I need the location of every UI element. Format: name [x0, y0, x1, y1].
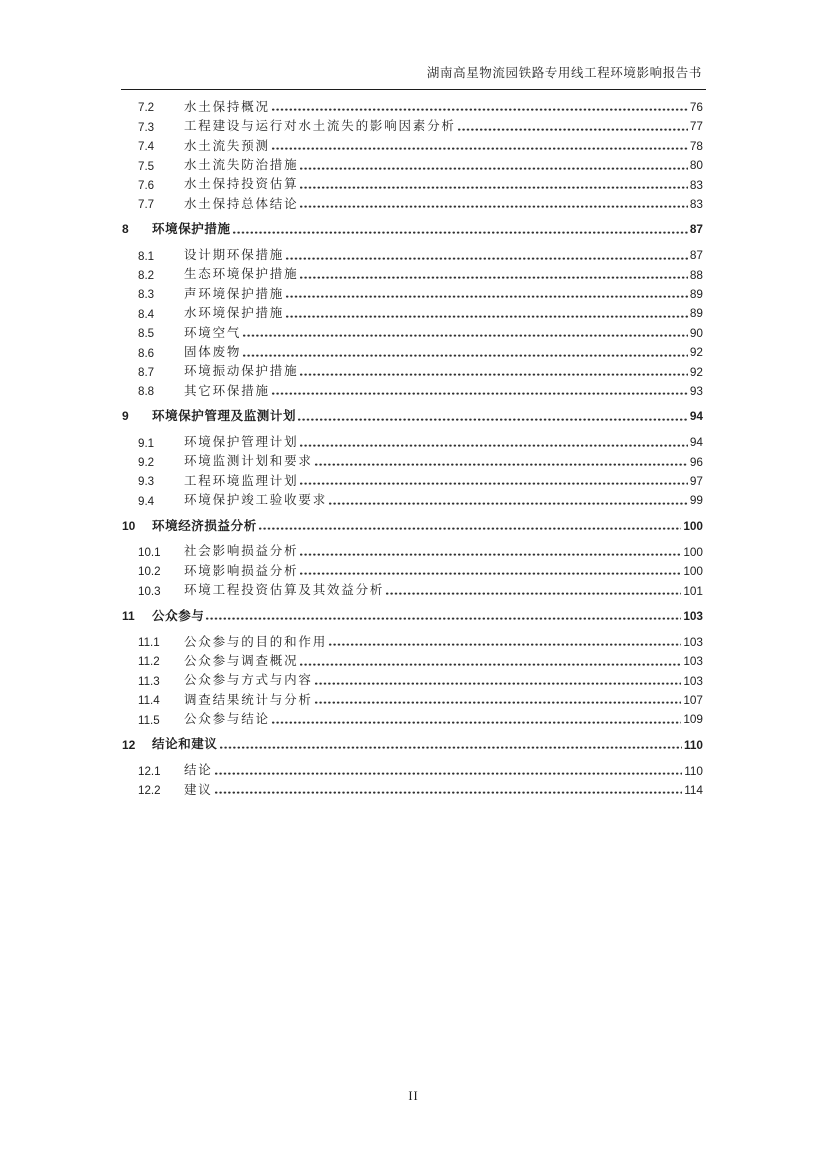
- toc-dot-leader: [328, 643, 681, 647]
- toc-dot-leader: [271, 108, 688, 112]
- toc-entry-number: 8.3: [138, 288, 155, 302]
- toc-entry[interactable]: [121, 218, 706, 237]
- toc-entry-number: 11.5: [138, 713, 160, 727]
- toc-entry[interactable]: [121, 154, 706, 173]
- toc-entry-page: 89: [689, 306, 703, 321]
- toc-dot-leader: [258, 527, 682, 531]
- toc-entry-number: 11.3: [138, 674, 160, 688]
- toc-entry-title: 社会影响损益分析: [184, 544, 299, 559]
- toc-entry-number: 10.3: [138, 584, 161, 598]
- toc-dot-leader: [242, 354, 688, 358]
- toc-dot-leader: [285, 257, 688, 261]
- toc-entry[interactable]: [121, 361, 706, 380]
- toc-entry-number: 11.4: [138, 694, 160, 708]
- toc-entry[interactable]: [121, 431, 706, 450]
- toc-entry-page: 109: [683, 712, 703, 727]
- toc-entry[interactable]: [121, 380, 706, 399]
- toc-dot-leader: [314, 463, 688, 467]
- toc-entry-page: 97: [689, 474, 703, 489]
- toc-dot-leader: [299, 276, 687, 280]
- toc-list: [121, 96, 706, 798]
- toc-dot-leader: [285, 315, 688, 319]
- toc-entry[interactable]: [121, 605, 706, 624]
- toc-entry-page: 93: [689, 384, 703, 399]
- toc-entry-title: 环境监测计划和要求: [184, 454, 313, 469]
- toc-entry-title: 设计期环保措施: [184, 248, 285, 262]
- header-rule: [121, 89, 706, 90]
- toc-dot-leader: [299, 663, 681, 667]
- toc-entry-number: 8.8: [138, 385, 155, 399]
- toc-entry-page: 96: [689, 454, 703, 469]
- toc-dot-leader: [299, 167, 687, 171]
- toc-dot-leader: [314, 682, 682, 686]
- toc-entry-title: 生态环境保护措施: [184, 267, 299, 282]
- toc-entry-title: 其它环保措施: [184, 383, 270, 398]
- toc-entry[interactable]: [121, 670, 706, 689]
- toc-entry-page: 99: [689, 493, 703, 508]
- toc-entry-page: 78: [689, 138, 703, 153]
- toc-entry-title: 水土流失防治措施: [184, 157, 299, 172]
- toc-entry[interactable]: [121, 631, 706, 650]
- toc-entry-number: 9.1: [138, 436, 155, 450]
- toc-entry[interactable]: [121, 135, 706, 154]
- toc-entry-page: 90: [689, 325, 703, 340]
- toc-entry[interactable]: [121, 115, 706, 134]
- toc-entry-title: 工程环境监理计划: [184, 473, 299, 488]
- toc-entry[interactable]: [121, 470, 706, 489]
- toc-entry-page: 100: [683, 518, 703, 533]
- toc-dot-leader: [271, 721, 682, 725]
- toc-entry-page: 103: [683, 634, 703, 649]
- toc-entry-number: 11: [122, 608, 135, 623]
- toc-entry-title: 公众参与调查概况: [184, 653, 299, 668]
- toc-dot-leader: [299, 444, 687, 448]
- toc-entry[interactable]: [121, 760, 706, 779]
- toc-entry[interactable]: [121, 322, 706, 341]
- toc-entry-page: 83: [689, 177, 703, 192]
- toc-entry[interactable]: [121, 264, 706, 283]
- toc-dot-leader: [205, 617, 681, 621]
- toc-entry-page: 92: [689, 345, 703, 360]
- toc-entry-title: 结论: [184, 763, 213, 778]
- toc-entry[interactable]: [121, 515, 706, 534]
- toc-entry-page: 80: [689, 158, 703, 173]
- toc-entry-page: 76: [689, 100, 703, 115]
- toc-dot-leader: [242, 334, 688, 338]
- toc-dot-leader: [285, 295, 688, 299]
- toc-entry-title: 水环境保护措施: [184, 306, 285, 321]
- toc-dot-leader: [297, 418, 688, 422]
- toc-entry-number: 7.7: [138, 198, 155, 212]
- toc-entry-title: 环境保护竣工验收要求: [184, 493, 328, 508]
- toc-entry-number: 7.6: [138, 178, 155, 192]
- toc-entry[interactable]: [121, 541, 706, 560]
- toc-entry-title: 水土保持投资估算: [184, 177, 299, 192]
- toc-entry-number: 8.2: [138, 268, 155, 282]
- page-number: II: [408, 1089, 419, 1103]
- toc-entry-title: 环境振动保护措施: [184, 364, 299, 379]
- toc-entry[interactable]: [121, 193, 706, 212]
- toc-entry-title: 工程建设与运行对水土流失的影响因素分析: [184, 119, 456, 134]
- toc-entry[interactable]: [121, 302, 706, 321]
- toc-entry-page: 87: [689, 222, 703, 237]
- toc-entry-page: 88: [689, 267, 703, 282]
- toc-entry-page: 103: [683, 654, 703, 669]
- toc-entry[interactable]: [121, 405, 706, 424]
- toc-dot-leader: [214, 791, 683, 795]
- toc-entry-page: 94: [689, 435, 703, 450]
- toc-entry-page: 101: [683, 583, 703, 598]
- toc-dot-leader: [232, 231, 688, 235]
- toc-entry-number: 7.2: [138, 101, 155, 115]
- toc-entry-number: 7.4: [138, 140, 155, 154]
- toc-entry-title: 环境保护管理计划: [184, 435, 299, 450]
- toc-entry-title: 建议: [184, 782, 213, 797]
- toc-entry-title: 水土保持概况: [184, 99, 270, 114]
- toc-entry[interactable]: [121, 560, 706, 579]
- toc-entry-number: 7.5: [138, 159, 155, 173]
- toc-entry-number: 8.5: [138, 327, 155, 341]
- toc-dot-leader: [328, 502, 688, 506]
- toc-entry-number: 10: [122, 518, 136, 533]
- toc-entry-number: 9: [122, 409, 129, 424]
- toc-entry-page: 100: [683, 564, 703, 579]
- toc-entry[interactable]: [121, 734, 706, 753]
- toc-entry-title: 公众参与方式与内容: [184, 673, 313, 688]
- toc-entry-number: 9.2: [138, 455, 155, 469]
- toc-entry-title: 声环境保护措施: [184, 286, 285, 301]
- toc-dot-leader: [299, 482, 687, 486]
- toc-entry-page: 77: [689, 119, 703, 134]
- toc-entry-number: 10.1: [138, 546, 161, 560]
- toc-entry-page: 110: [684, 763, 703, 778]
- toc-dot-leader: [299, 572, 681, 576]
- toc-entry[interactable]: [121, 174, 706, 193]
- toc-dot-leader: [385, 592, 681, 596]
- toc-entry[interactable]: [121, 708, 706, 727]
- toc-dot-leader: [457, 128, 688, 132]
- toc-dot-leader: [271, 392, 688, 396]
- toc-entry-number: 7.3: [138, 120, 155, 134]
- toc-entry-page: 94: [689, 409, 703, 424]
- toc-dot-leader: [271, 147, 688, 151]
- toc-entry-title: 水土流失预测: [184, 138, 270, 153]
- page-header-title: 湖南高星物流园铁路专用线工程环境影响报告书: [426, 66, 702, 80]
- toc-entry-page: 92: [689, 364, 703, 379]
- toc-entry[interactable]: [121, 244, 706, 263]
- toc-entry[interactable]: [121, 96, 706, 115]
- toc-entry-page: 114: [684, 783, 703, 798]
- toc-entry[interactable]: [121, 650, 706, 669]
- toc-entry-page: 100: [683, 544, 703, 559]
- toc-entry-title: 结论和建议: [152, 737, 218, 752]
- toc-entry-number: 9.4: [138, 494, 155, 508]
- toc-entry-number: 8.6: [138, 346, 155, 360]
- toc-entry-page: 107: [683, 693, 703, 707]
- toc-entry-number: 8.1: [138, 249, 155, 263]
- toc-entry-page: 103: [683, 608, 703, 623]
- toc-entry-number: 8.7: [138, 365, 155, 379]
- toc-dot-leader: [219, 746, 682, 750]
- toc-entry-title: 固体废物: [184, 344, 242, 359]
- toc-entry[interactable]: [121, 283, 706, 302]
- toc-entry-title: 水土保持总体结论: [184, 196, 299, 211]
- toc-entry-title: 公众参与的目的和作用: [184, 634, 328, 649]
- toc-entry[interactable]: [121, 489, 706, 508]
- toc-entry-title: 环境影响损益分析: [184, 563, 299, 578]
- toc-entry[interactable]: [121, 341, 706, 360]
- toc-entry-page: 87: [689, 248, 703, 263]
- toc-entry-title: 环境经济损益分析: [152, 518, 257, 533]
- toc-entry-number: 12.2: [138, 784, 161, 798]
- toc-entry[interactable]: [121, 579, 706, 598]
- toc-entry-title: 环境保护管理及监测计划: [152, 409, 297, 424]
- toc-entry-title: 环境工程投资估算及其效益分析: [184, 583, 385, 598]
- toc-entry-title: 环境空气: [184, 325, 242, 340]
- toc-entry-number: 9.3: [138, 475, 155, 489]
- toc-dot-leader: [314, 701, 682, 705]
- toc-entry-page: 89: [689, 287, 703, 302]
- toc-dot-leader: [299, 186, 687, 190]
- toc-entry-title: 调查结果统计与分析: [184, 692, 313, 707]
- toc-entry-title: 公众参与: [152, 608, 205, 623]
- toc-entry-title: 环境保护措施: [152, 222, 231, 237]
- toc-entry-number: 8: [122, 222, 129, 237]
- toc-entry-page: 83: [689, 197, 703, 212]
- toc-dot-leader: [214, 772, 683, 776]
- toc-entry[interactable]: [121, 779, 706, 798]
- toc-entry[interactable]: [121, 689, 706, 708]
- toc-dot-leader: [299, 205, 687, 209]
- toc-dot-leader: [299, 553, 681, 557]
- toc-entry[interactable]: [121, 451, 706, 470]
- toc-entry-page: 103: [683, 673, 703, 688]
- toc-entry-number: 8.4: [138, 307, 155, 321]
- toc-entry-page: 110: [683, 737, 703, 752]
- toc-dot-leader: [299, 373, 687, 377]
- toc-entry-number: 11.1: [138, 636, 160, 650]
- toc-entry-number: 12: [122, 737, 136, 752]
- toc-entry-number: 12.1: [138, 764, 161, 778]
- toc-entry-title: 公众参与结论: [184, 712, 270, 727]
- toc-entry-number: 10.2: [138, 565, 161, 579]
- toc-entry-number: 11.2: [138, 655, 160, 669]
